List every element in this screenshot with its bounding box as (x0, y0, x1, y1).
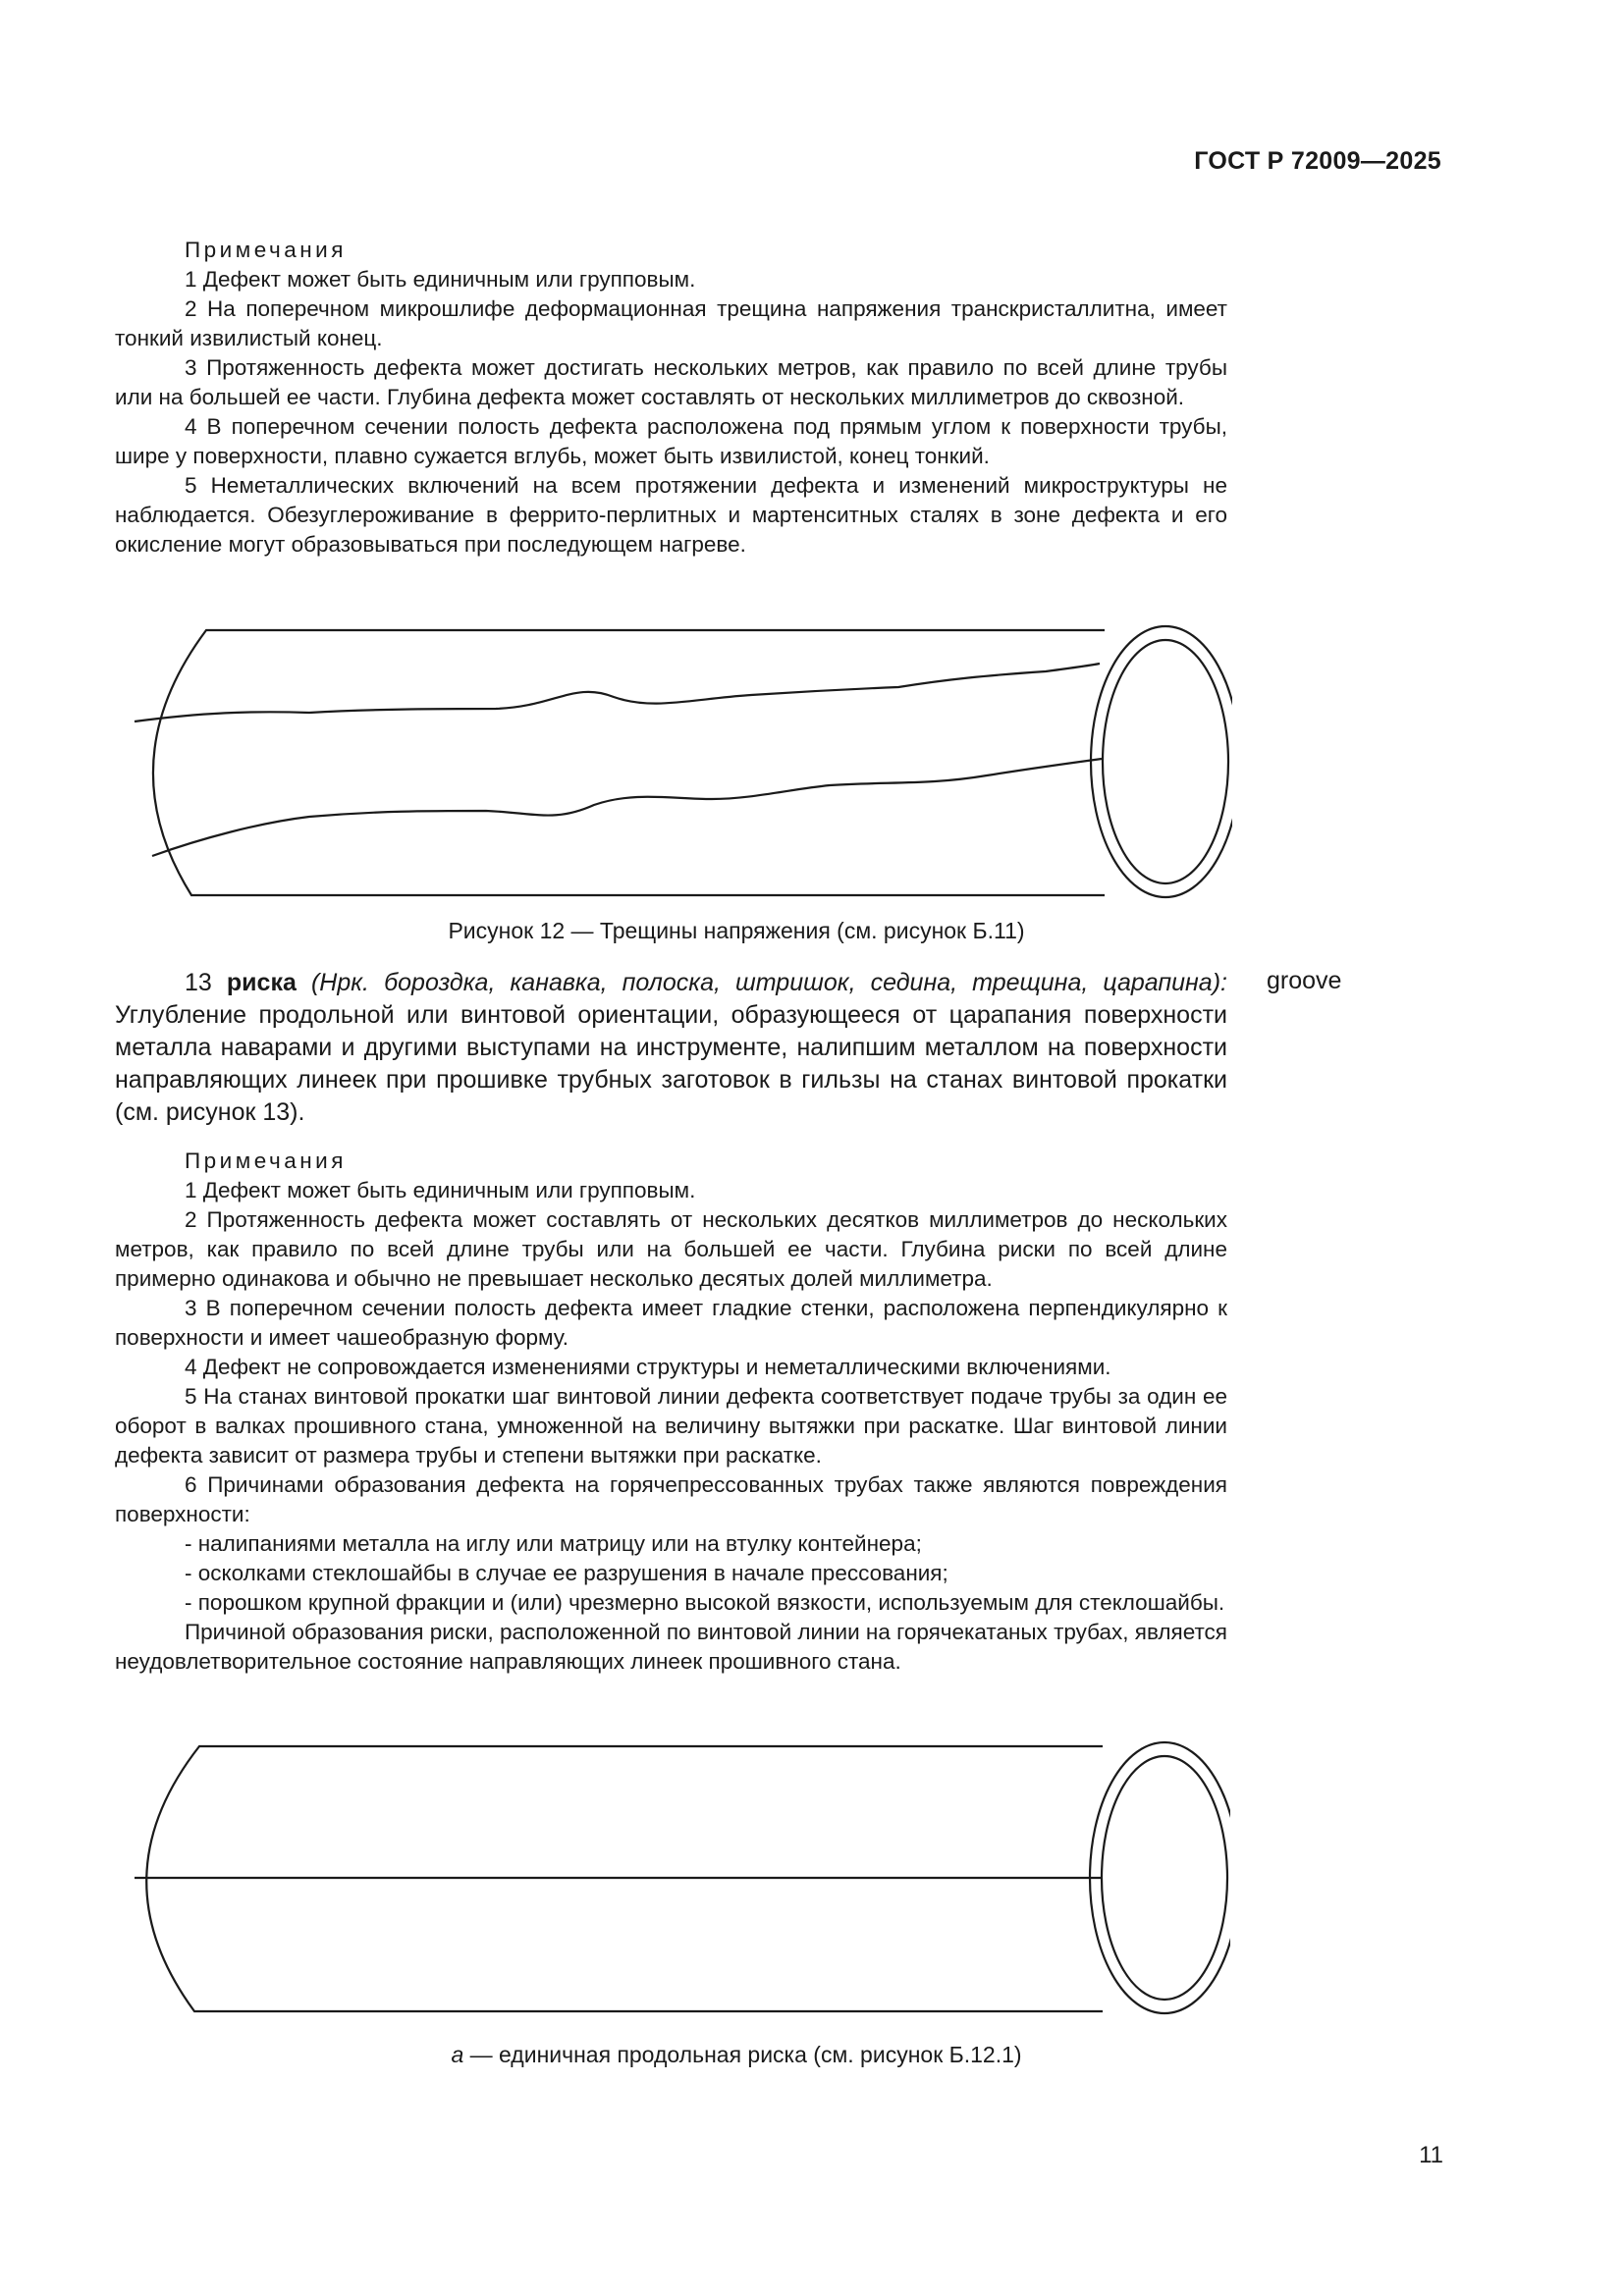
page-number: 11 (1419, 2142, 1443, 2168)
note-item: 5 Неметаллических включений на всем протяжении дефекта и изменений микроструктуры не наблюдается. Обезуглероживание в феррито-перлитных и мартенситных сталях в зоне дефекта и его окисление могут образовываться при последующем нагреве. (115, 473, 1227, 557)
note-item: 3 Протяженность дефекта может достигать нескольких метров, как правило по всей длине трубы или на большей ее части. Глубина дефекта может составлять от нескольких миллиметров до сквозной. (115, 355, 1227, 409)
term-number: 13 (185, 969, 212, 996)
note-dash-item: - осколками стеклошайбы в случае ее разрушения в начале прессования; (185, 1561, 948, 1585)
figure-13a-caption-text: — единичная продольная риска (см. рисунок Б.12.1) (463, 2042, 1022, 2067)
figure-13a-pipe-groove (116, 1740, 1230, 2025)
figure-13a-caption (245, 2042, 1227, 2068)
note-item: 1 Дефект может быть единичным или групповым. (185, 267, 696, 292)
notes-block-1 (115, 236, 1227, 560)
notes-title: Примечания (185, 1148, 347, 1173)
note-item: 3 В поперечном сечении полость дефекта имеет гладкие стенки, расположена перпендикулярно к поверхности и имеет чашеобразную форму. (115, 1296, 1227, 1350)
term-definition-text: Углубление продольной или винтовой ориентации, образующееся от царапания поверхности металла наварами и другими выступами на инструменте, налипшим металлом на поверхности направляющих линеек при прошивке трубных заготовок в гильзы на станах винтовой прокатки (см. рисунок 13). (115, 1001, 1227, 1126)
notes-title: Примечания (185, 238, 347, 262)
term-13-definition (115, 967, 1227, 1129)
note-closing-paragraph: Причиной образования риски, расположенной по винтовой линии на горячекатаных трубах, является неудовлетворительное состояние направляющих линеек прошивного стана. (115, 1620, 1227, 1674)
note-item: 6 Причинами образования дефекта на горячепрессованных трубах также являются повреждения поверхности: (115, 1472, 1227, 1526)
note-item: 4 Дефект не сопровождается изменениями структуры и неметаллическими включениями. (185, 1355, 1111, 1379)
note-item: 4 В поперечном сечении полость дефекта расположена под прямым углом к поверхности трубы, шире у поверхности, плавно сужается вглубь, может быть извилистой, конец тонкий. (115, 414, 1227, 468)
note-item: 2 На поперечном микрошлифе деформационная трещина напряжения транскристаллитна, имеет тонкий извилистый конец. (115, 296, 1227, 350)
term-name: риска (226, 969, 297, 996)
figure-12-pipe-cracks (123, 624, 1232, 909)
note-item: 2 Протяженность дефекта может составлять от нескольких десятков миллиметров до нескольких метров, как правило по всей длине трубы или на большей ее части. Глубина риски по всей длине примерно одинакова и обычно не превышает несколько десятых долей миллиметра. (115, 1207, 1227, 1291)
standard-id-header: ГОСТ Р 72009—2025 (1194, 147, 1441, 175)
note-dash-item: - порошком крупной фракции и (или) чрезмерно высокой вязкости, используемым для стеклошайбы. (185, 1590, 1225, 1615)
figure-13a-label: а (451, 2042, 464, 2067)
note-item: 5 На станах винтовой прокатки шаг винтовой линии дефекта соответствует подаче трубы за один ее оборот в валках прошивного стана, умноженной на величину вытяжки при раскатке. Шаг винтовой линии дефекта зависит от размера трубы и степени вытяжки при раскатке. (115, 1384, 1227, 1468)
english-term: groove (1267, 967, 1342, 994)
note-item: 1 Дефект может быть единичным или групповым. (185, 1178, 696, 1202)
notes-block-2 (115, 1147, 1227, 1677)
note-dash-item: - налипаниями металла на иглу или матрицу или на втулку контейнера; (185, 1531, 922, 1556)
term-synonyms: (Нрк. бороздка, канавка, полоска, штришок, седина, трещина, царапина): (310, 969, 1227, 996)
figure-12-caption: Рисунок 12 — Трещины напряжения (см. рисунок Б.11) (448, 918, 1025, 943)
